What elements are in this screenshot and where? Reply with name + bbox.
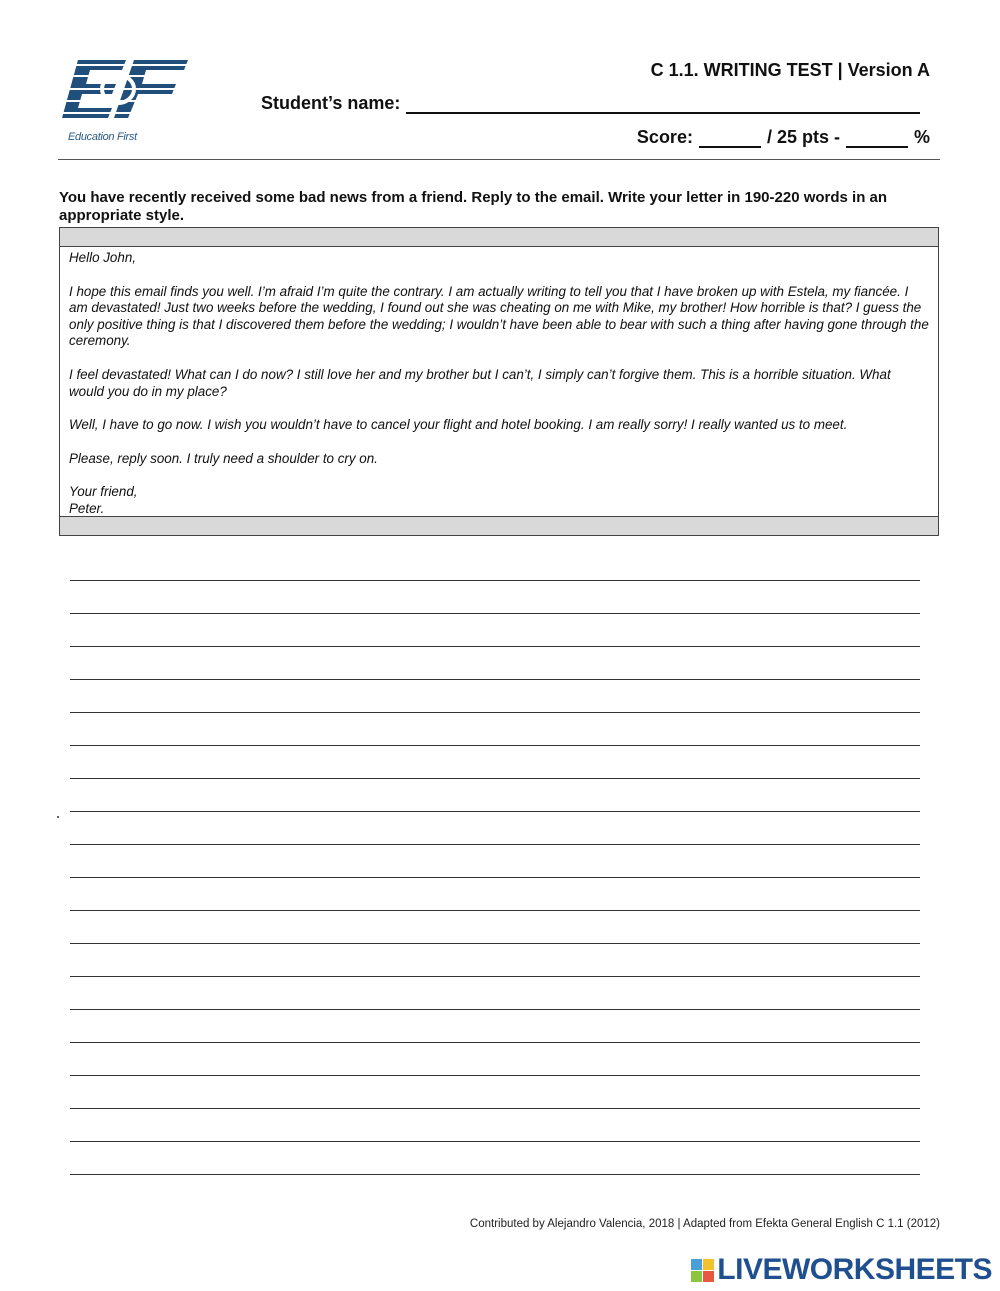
answer-line[interactable] — [70, 877, 920, 878]
brand-block — [703, 1271, 714, 1282]
email-paragraph-1: I hope this email finds you well. I’m afraid I’m quite the contrary. I am actually writing to tell you that I have broken up with Estela, my fiancée. I am devastated! Just two weeks before the wedding, I found out she was cheating on me with Mike, my brother! How horrible is that? I guess the only positive thing is that I discovered them before the wedding; I wouldn’t have been able to bear with such a thing after having gone through the ceremony. — [69, 283, 929, 349]
answer-line[interactable] — [70, 1108, 920, 1109]
email-body — [60, 247, 938, 518]
brand-block — [703, 1259, 714, 1270]
liveworksheets-logo — [691, 1255, 992, 1285]
answer-line[interactable] — [70, 811, 920, 812]
answer-line[interactable] — [70, 1141, 920, 1142]
answer-line[interactable] — [70, 712, 920, 713]
answer-line[interactable] — [70, 679, 920, 680]
email-paragraph-2: I feel devastated! What can I do now? I still love her and my brother but I can’t, I simply can’t forgive them. This is a horrible situation. What would you do in my place? — [69, 366, 891, 399]
answer-line[interactable] — [70, 910, 920, 911]
score-points-field[interactable] — [699, 128, 761, 148]
header-divider — [58, 159, 940, 160]
answer-line[interactable] — [70, 1075, 920, 1076]
student-name-field[interactable] — [406, 94, 920, 114]
answer-line[interactable] — [70, 745, 920, 746]
test-title: C 1.1. WRITING TEST | Version A — [650, 60, 930, 80]
email-bottom-band — [60, 516, 938, 535]
percent-sign: % — [913, 127, 930, 147]
email-top-band — [60, 228, 938, 247]
answer-line[interactable] — [70, 1042, 920, 1043]
stray-mark — [57, 816, 59, 818]
email-signature: Peter. — [69, 500, 105, 516]
liveworksheets-blocks-icon — [691, 1259, 714, 1282]
score-label: Score: — [636, 127, 693, 147]
score-row — [637, 127, 930, 148]
answer-line[interactable] — [70, 778, 920, 779]
email-paragraph-4: Please, reply soon. I truly need a shoulder to cry on. — [69, 450, 378, 466]
logo-caption: Education First — [68, 131, 137, 143]
answer-line[interactable] — [70, 976, 920, 977]
brand-block — [691, 1271, 702, 1282]
answer-line[interactable] — [70, 943, 920, 944]
liveworksheets-brand: LIVEWORKSHEETS — [717, 1253, 992, 1286]
footer-credit: Contributed by Alejandro Valencia, 2018 | Adapted from Efekta General English C 1.1 (2012) — [469, 1218, 940, 1230]
brand-block — [691, 1259, 702, 1270]
ef-logo-mark — [56, 56, 196, 134]
email-greeting: Hello John, — [69, 250, 136, 265]
score-percent-field[interactable] — [846, 128, 908, 148]
answer-line[interactable] — [70, 613, 920, 614]
email-paragraph-3: Well, I have to go now. I wish you wouldn’t have to cancel your flight and hotel booking. I am really sorry! I really wanted us to meet. — [69, 417, 848, 433]
student-name-row — [261, 93, 920, 114]
answer-line[interactable] — [70, 580, 920, 581]
score-total-label: / 25 pts - — [766, 127, 840, 147]
answer-line[interactable] — [70, 1174, 920, 1175]
email-closing: Your friend, — [69, 484, 138, 500]
task-instructions: You have recently received some bad news from a friend. Reply to the email. Write your letter in 190-220 words in an appropriate style. — [59, 189, 888, 224]
answer-line[interactable] — [70, 844, 920, 845]
answer-line[interactable] — [70, 1009, 920, 1010]
student-name-label: Student’s name: — [261, 93, 401, 113]
email-box — [59, 227, 939, 536]
writing-area[interactable] — [70, 580, 920, 1207]
answer-line[interactable] — [70, 646, 920, 647]
